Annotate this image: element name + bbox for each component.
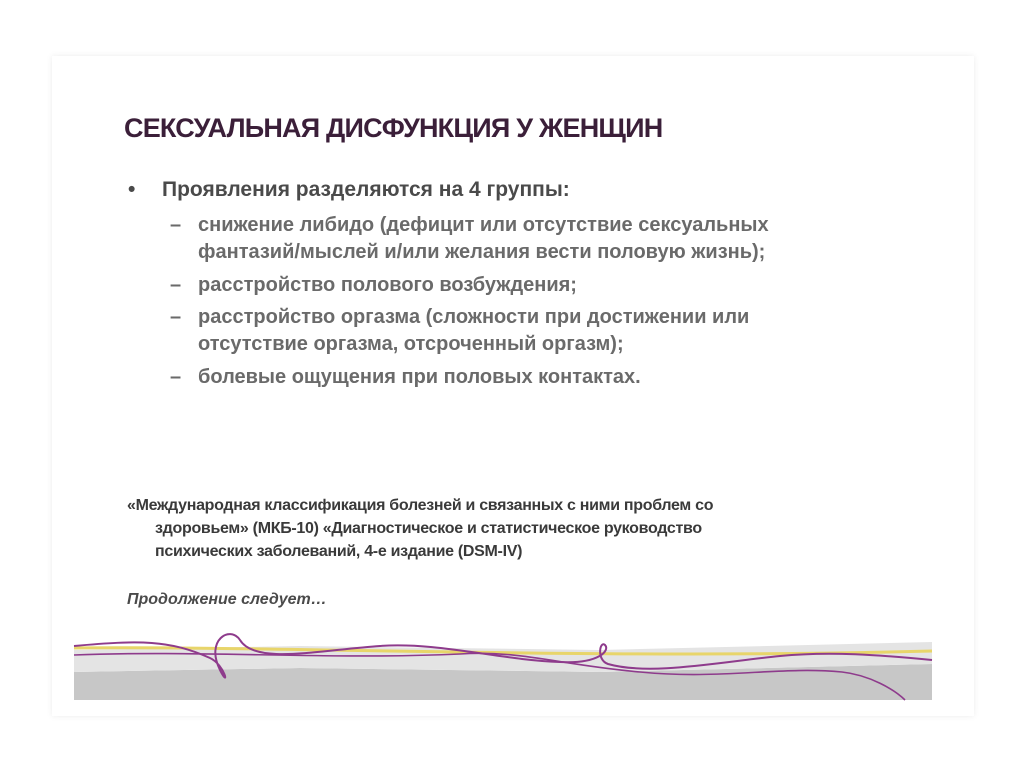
dash-marker: – <box>170 366 182 388</box>
sub-item-text: расстройство полового возбуждения; <box>198 274 577 296</box>
continuation-text: Продолжение следует… <box>127 591 327 608</box>
sub-item-text: снижение либидо (дефицит или отсутствие сексуальных фантазий/мыслей и/или желания вести половую жизнь); <box>198 214 769 263</box>
slide-title: СЕКСУАЛЬНАЯ ДИСФУНКЦИЯ У ЖЕНЩИН <box>124 113 663 143</box>
reference-line: здоровьем» (МКБ-10) «Диагностическое и статистическое руководство <box>155 520 702 537</box>
sub-item-text: расстройство оргазма (сложности при достижении или отсутствие оргазма, отсроченный оргазм); <box>198 306 750 355</box>
bullet-marker: • <box>128 178 136 201</box>
sub-item-text: болевые ощущения при половых контактах. <box>198 366 641 388</box>
dash-marker: – <box>170 214 182 236</box>
dash-marker: – <box>170 274 182 296</box>
reference-line: «Международная классификация болезней и связанных с ними проблем со <box>127 497 714 514</box>
main-bullet-text: Проявления разделяются на 4 группы: <box>162 178 570 201</box>
dash-marker: – <box>170 306 182 328</box>
reference-line: психических заболеваний, 4-е издание (DSM-IV) <box>155 543 523 560</box>
